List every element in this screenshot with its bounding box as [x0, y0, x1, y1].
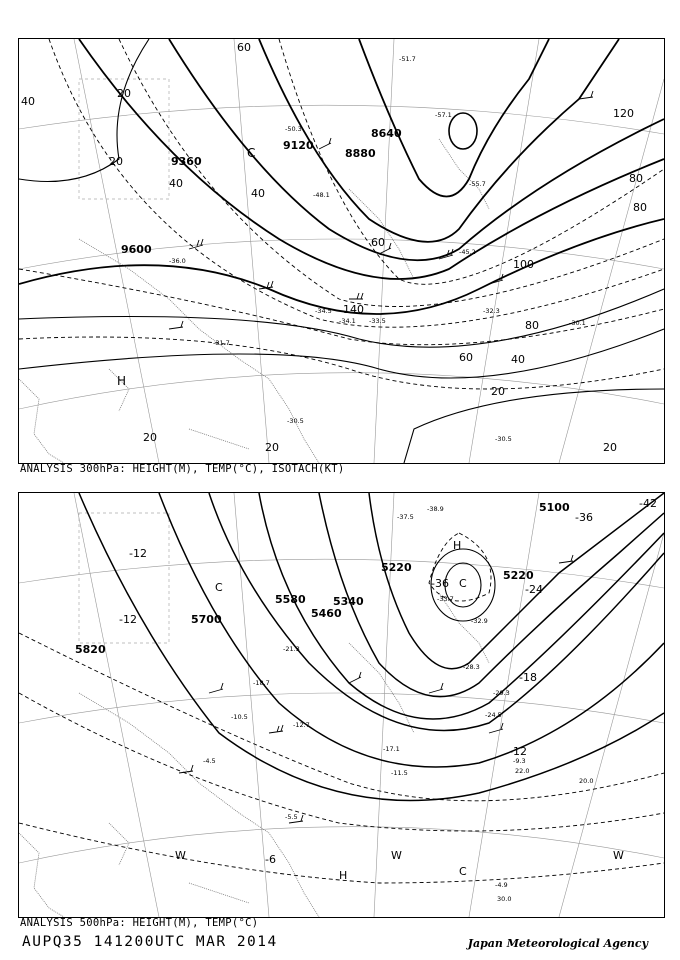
height-label: 5100: [539, 501, 570, 514]
temperature-label: -57.1: [435, 111, 452, 119]
coastline: [19, 593, 489, 917]
temperature-label: -31.7: [213, 339, 230, 347]
height-label: 8640: [371, 127, 402, 140]
chart-500hpa: [19, 493, 664, 917]
temperature-label: -55.7: [469, 180, 486, 188]
station-label: -18.7: [253, 679, 270, 687]
station-label: -4.5: [203, 757, 216, 765]
height-contours: [19, 39, 664, 314]
height-label: 5220: [503, 569, 534, 582]
station-label: 30.0: [497, 895, 512, 903]
product-id: AUPQ35 141200UTC MAR 2014: [22, 934, 278, 950]
isotach-label: 20: [109, 155, 123, 168]
graticule: [19, 493, 664, 917]
pressure-center-cold: C: [459, 865, 467, 878]
isotach-label: 60: [459, 351, 473, 364]
temperature-label: -33.5: [369, 317, 386, 325]
temperature-label: -30.1: [569, 319, 586, 327]
height-label: 5700: [191, 613, 222, 626]
isotachs: [19, 39, 664, 389]
station-label: -9.3: [513, 757, 526, 765]
isotherm-label: -18: [519, 671, 537, 684]
station-label: -5.5: [285, 813, 298, 821]
station-label: -10.5: [231, 713, 248, 721]
isotach-label: 140: [343, 303, 364, 316]
station-label: -4.9: [495, 881, 508, 889]
pressure-center-warm: W: [175, 849, 186, 862]
pressure-center-cold: C: [247, 146, 256, 160]
temperature-label: -50.3: [285, 125, 302, 133]
station-label: -38.9: [427, 505, 444, 513]
height-label: 5460: [311, 607, 342, 620]
temperature-label: -36.0: [169, 257, 186, 265]
temperature-label: -32.3: [483, 307, 500, 315]
pressure-center-warm: W: [391, 849, 402, 862]
isotherm-label: -36: [575, 511, 593, 524]
station-label: -29.3: [493, 689, 510, 697]
isotach-label: 20: [603, 441, 617, 454]
isotach-label: 60: [237, 41, 251, 54]
height-label: 9600: [121, 243, 152, 256]
panel-caption-500hpa: ANALYSIS 500hPa: HEIGHT(M), TEMP(°C): [20, 917, 259, 929]
isotach-label: 80: [629, 172, 643, 185]
station-label: -32.9: [471, 617, 488, 625]
map-panel-300hpa: [18, 38, 665, 464]
station-label: -33.7: [437, 595, 454, 603]
temperature-label: -34.1: [339, 317, 356, 325]
height-label: 9360: [171, 155, 202, 168]
station-label: -37.5: [397, 513, 414, 521]
map-panel-500hpa: [18, 492, 665, 918]
isotach-label: 40: [21, 95, 35, 108]
temperature-label: -34.5: [315, 307, 332, 315]
isotach-label: 20: [143, 431, 157, 444]
isotherm-label: -12: [119, 613, 137, 626]
station-label: -21.3: [283, 645, 300, 653]
isotach-label: 80: [525, 319, 539, 332]
station-label: -17.1: [383, 745, 400, 753]
isotherm-label: -24: [525, 583, 543, 596]
height-contours: [79, 493, 664, 801]
chart-300hpa: [19, 39, 664, 463]
station-label: -12.7: [293, 721, 310, 729]
isotach-label: 100: [513, 258, 534, 271]
temperature-label: -30.5: [495, 435, 512, 443]
pressure-center-cold: C: [215, 581, 223, 594]
temperature-label: -51.7: [399, 55, 416, 63]
isotherm-label: -12: [129, 547, 147, 560]
height-label: 8880: [345, 147, 376, 160]
graticule: [19, 39, 664, 463]
isotach-label: 40: [169, 177, 183, 190]
height-label: 5220: [381, 561, 412, 574]
isotach-label: 20: [265, 441, 279, 454]
height-label: 5580: [275, 593, 306, 606]
isotherm-label: -36: [431, 577, 449, 590]
agency-name: Japan Meteorological Agency: [467, 937, 648, 950]
isotach-label: 80: [633, 201, 647, 214]
temperature-label: -45.2: [459, 248, 476, 256]
pressure-center-cold: C: [459, 577, 467, 590]
isotach-label: 40: [511, 353, 525, 366]
station-label: -11.5: [391, 769, 408, 777]
isotach-solid: [19, 39, 664, 463]
isotach-label: 60: [371, 236, 385, 249]
height-label: 5820: [75, 643, 106, 656]
pressure-center-high: H: [117, 374, 127, 388]
isotherm-label: -6: [265, 853, 276, 866]
panel-caption-300hpa: ANALYSIS 300hPa: HEIGHT(M), TEMP(°C), ISOTACH(KT): [20, 463, 345, 475]
temperature-label: -30.5: [287, 417, 304, 425]
station-label: -24.5: [485, 711, 502, 719]
pressure-center-high: H: [339, 869, 348, 882]
height-label: 5340: [333, 595, 364, 608]
station-label: 22.0: [515, 767, 530, 775]
isotherm-label: -12: [509, 745, 527, 758]
pressure-center-high: H: [453, 539, 462, 552]
station-label: -28.3: [463, 663, 480, 671]
isotach-label: 20: [491, 385, 505, 398]
pressure-center-warm: W: [613, 849, 624, 862]
height-label: 9120: [283, 139, 314, 152]
temperature-label: -48.1: [313, 191, 330, 199]
isotach-label: 20: [117, 87, 131, 100]
isotach-label: 40: [251, 187, 265, 200]
station-label: 20.0: [579, 777, 594, 785]
isotherm-label: -42: [639, 497, 657, 510]
isotach-label: 120: [613, 107, 634, 120]
